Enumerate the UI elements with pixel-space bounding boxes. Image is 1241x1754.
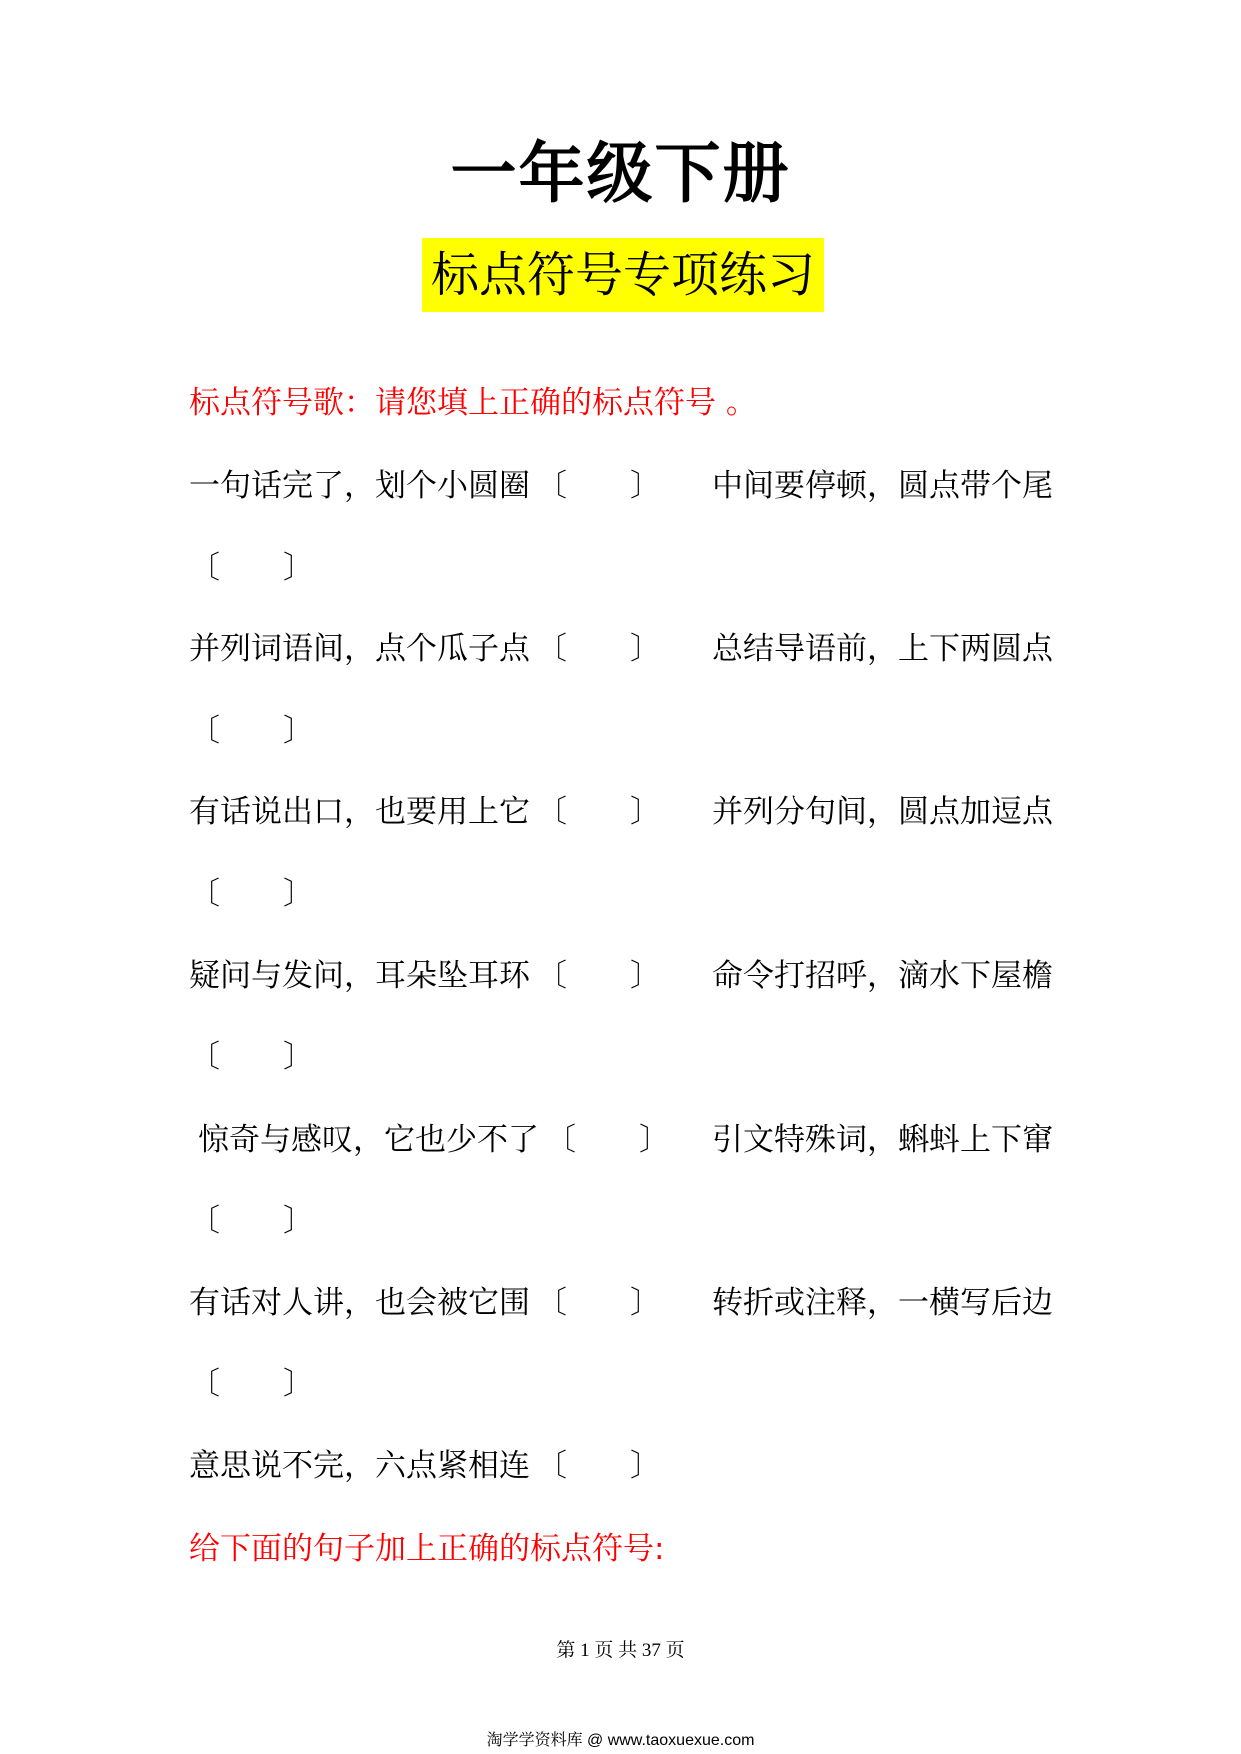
page-number: 第 1 页 共 37 页: [556, 1640, 685, 1661]
answer-blank-6b-open-bracket: 〔: [189, 1366, 220, 1402]
answer-blank-4a-close-bracket: 〕: [630, 958, 661, 994]
song-line-6-left: 有话对人讲，也会被它围: [189, 1285, 530, 1321]
song-line-3-right: 并列分句间，圆点加逗点: [712, 794, 1053, 830]
song-line-4-left: 疑问与发问，耳朵坠耳环: [189, 958, 530, 994]
answer-blank-2a-open-bracket: 〔: [536, 631, 567, 667]
answer-blank-5b-open-bracket: 〔: [189, 1203, 220, 1239]
song-line-1-right: 中间要停顿，圆点带个尾: [712, 468, 1053, 504]
answer-blank-3a-close-bracket: 〕: [630, 794, 661, 830]
answer-blank-7-open-bracket: 〔: [536, 1448, 567, 1484]
answer-blank-2b-open-bracket: 〔: [189, 713, 220, 749]
answer-blank-4b-close-bracket: 〕: [283, 1039, 314, 1075]
song-heading: 标点符号歌：请您填上正确的标点符号 。: [189, 385, 757, 421]
song-line-4-right: 命令打招呼，滴水下屋檐: [712, 958, 1053, 994]
answer-blank-5b-close-bracket: 〕: [283, 1203, 314, 1239]
answer-blank-3b-open-bracket: 〔: [189, 876, 220, 912]
answer-blank-6a-open-bracket: 〔: [536, 1285, 567, 1321]
song-line-6-right: 转折或注释，一横写后边: [712, 1285, 1053, 1321]
answer-blank-1a-close-bracket: 〕: [630, 468, 661, 504]
answer-blank-1a-open-bracket: 〔: [536, 468, 567, 504]
song-line-5-right: 引文特殊词，蝌蚪上下窜: [712, 1122, 1053, 1158]
answer-blank-3a-open-bracket: 〔: [536, 794, 567, 830]
answer-blank-6a-close-bracket: 〕: [630, 1285, 661, 1321]
answer-blank-6b-close-bracket: 〕: [283, 1366, 314, 1402]
answer-blank-3b-close-bracket: 〕: [283, 876, 314, 912]
song-line-2-right: 总结导语前，上下两圆点: [712, 631, 1053, 667]
page-subtitle-highlighted: 标点符号专项练习: [422, 238, 824, 312]
source-watermark: 淘学学资料库 @ www.taoxuexue.com: [486, 1732, 755, 1749]
song-line-3-left: 有话说出口，也要用上它: [189, 794, 530, 830]
answer-blank-5a-open-bracket: 〔: [545, 1122, 576, 1158]
song-line-5-left: 惊奇与感叹，它也少不了: [198, 1122, 539, 1158]
answer-blank-2a-close-bracket: 〕: [630, 631, 661, 667]
exercise-heading: 给下面的句子加上正确的标点符号:: [189, 1531, 665, 1567]
answer-blank-4b-open-bracket: 〔: [189, 1039, 220, 1075]
answer-blank-1b-close-bracket: 〕: [283, 550, 314, 586]
answer-blank-1b-open-bracket: 〔: [189, 550, 220, 586]
song-line-1-left: 一句话完了，划个小圆圈: [189, 468, 530, 504]
answer-blank-4a-open-bracket: 〔: [536, 958, 567, 994]
song-line-7-left: 意思说不完，六点紧相连: [189, 1448, 530, 1484]
page-title: 一年级下册: [450, 135, 791, 212]
answer-blank-5a-close-bracket: 〕: [639, 1122, 670, 1158]
song-line-2-left: 并列词语间，点个瓜子点: [189, 631, 530, 667]
answer-blank-2b-close-bracket: 〕: [283, 713, 314, 749]
answer-blank-7-close-bracket: 〕: [630, 1448, 661, 1484]
